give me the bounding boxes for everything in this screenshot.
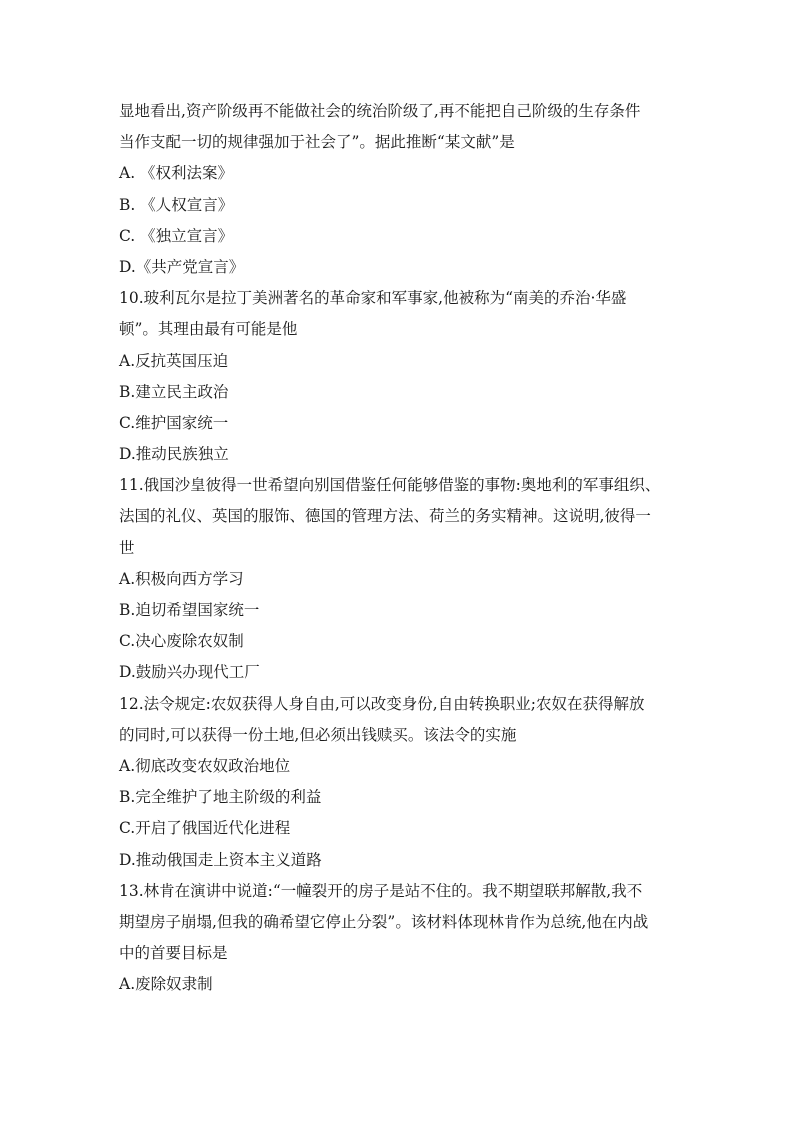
q10-option-d: D.推动民族独立 bbox=[119, 445, 229, 464]
q12-stem-line-1: 12.法令规定:农奴获得人身自由,可以改变身份,自由转换职业;农奴在获得解放 bbox=[119, 694, 645, 713]
q9-stem-line-1: 显地看出,资产阶级再不能做社会的统治阶级了,再不能把自己阶级的生存条件 bbox=[119, 102, 641, 120]
q12-stem-line-2: 的同时,可以获得一份土地,但必须出钱赎买。该法令的实施 bbox=[119, 725, 517, 744]
q12-option-b: B.完全维护了地主阶级的利益 bbox=[119, 788, 322, 807]
q10-stem-line-1: 10.玻利瓦尔是拉丁美洲著名的革命家和军事家,他被称为“南美的乔治·华盛 bbox=[119, 289, 627, 308]
q9-option-a: A. 《权利法案》 bbox=[119, 164, 234, 183]
q10-stem-line-2: 顿”。其理由最有可能是他 bbox=[119, 320, 298, 339]
q13-stem-line-3: 中的首要目标是 bbox=[119, 944, 228, 963]
q9-option-c: C. 《独立宣言》 bbox=[119, 226, 234, 245]
q10-option-b: B.建立民主政治 bbox=[119, 382, 229, 401]
q12-option-a: A.彻底改变农奴政治地位 bbox=[119, 756, 291, 775]
q12-option-c: C.开启了俄国近代化进程 bbox=[119, 819, 291, 838]
q13-stem-line-1: 13.林肯在演讲中说道:“一幢裂开的房子是站不住的。我不期望联邦解散,我不 bbox=[119, 881, 643, 900]
q11-option-c: C.决心废除农奴制 bbox=[119, 632, 244, 651]
q11-stem-line-1: 11.俄国沙皇彼得一世希望向别国借鉴任何能够借鉴的事物:奥地利的军事组织、 bbox=[119, 476, 661, 495]
q9-option-b: B. 《人权宣言》 bbox=[119, 195, 234, 214]
document-body bbox=[119, 96, 679, 1000]
q9-option-d: D.《共产党宣言》 bbox=[119, 257, 245, 276]
q13-option-a: A.废除奴隶制 bbox=[119, 975, 213, 994]
q11-stem-line-3: 世 bbox=[119, 538, 135, 557]
q12-option-d: D.推动俄国走上资本主义道路 bbox=[119, 850, 322, 869]
q13-stem-line-2: 期望房子崩塌,但我的确希望它停止分裂”。该材料体现林肯作为总统,他在内战 bbox=[119, 912, 649, 931]
q11-option-d: D.鼓励兴办现代工厂 bbox=[119, 663, 260, 682]
q11-option-b: B.迫切希望国家统一 bbox=[119, 601, 260, 619]
q10-option-a: A.反抗英国压迫 bbox=[119, 351, 229, 370]
q9-stem-line-2: 当作支配一切的规律强加于社会了”。据此推断“某文献”是 bbox=[119, 133, 515, 152]
q10-option-c: C.维护国家统一 bbox=[119, 413, 229, 432]
q11-option-a: A.积极向西方学习 bbox=[119, 569, 244, 588]
q11-stem-line-2: 法国的礼仪、英国的服饰、德国的管理方法、荷兰的务实精神。这说明,彼得一 bbox=[119, 507, 651, 526]
